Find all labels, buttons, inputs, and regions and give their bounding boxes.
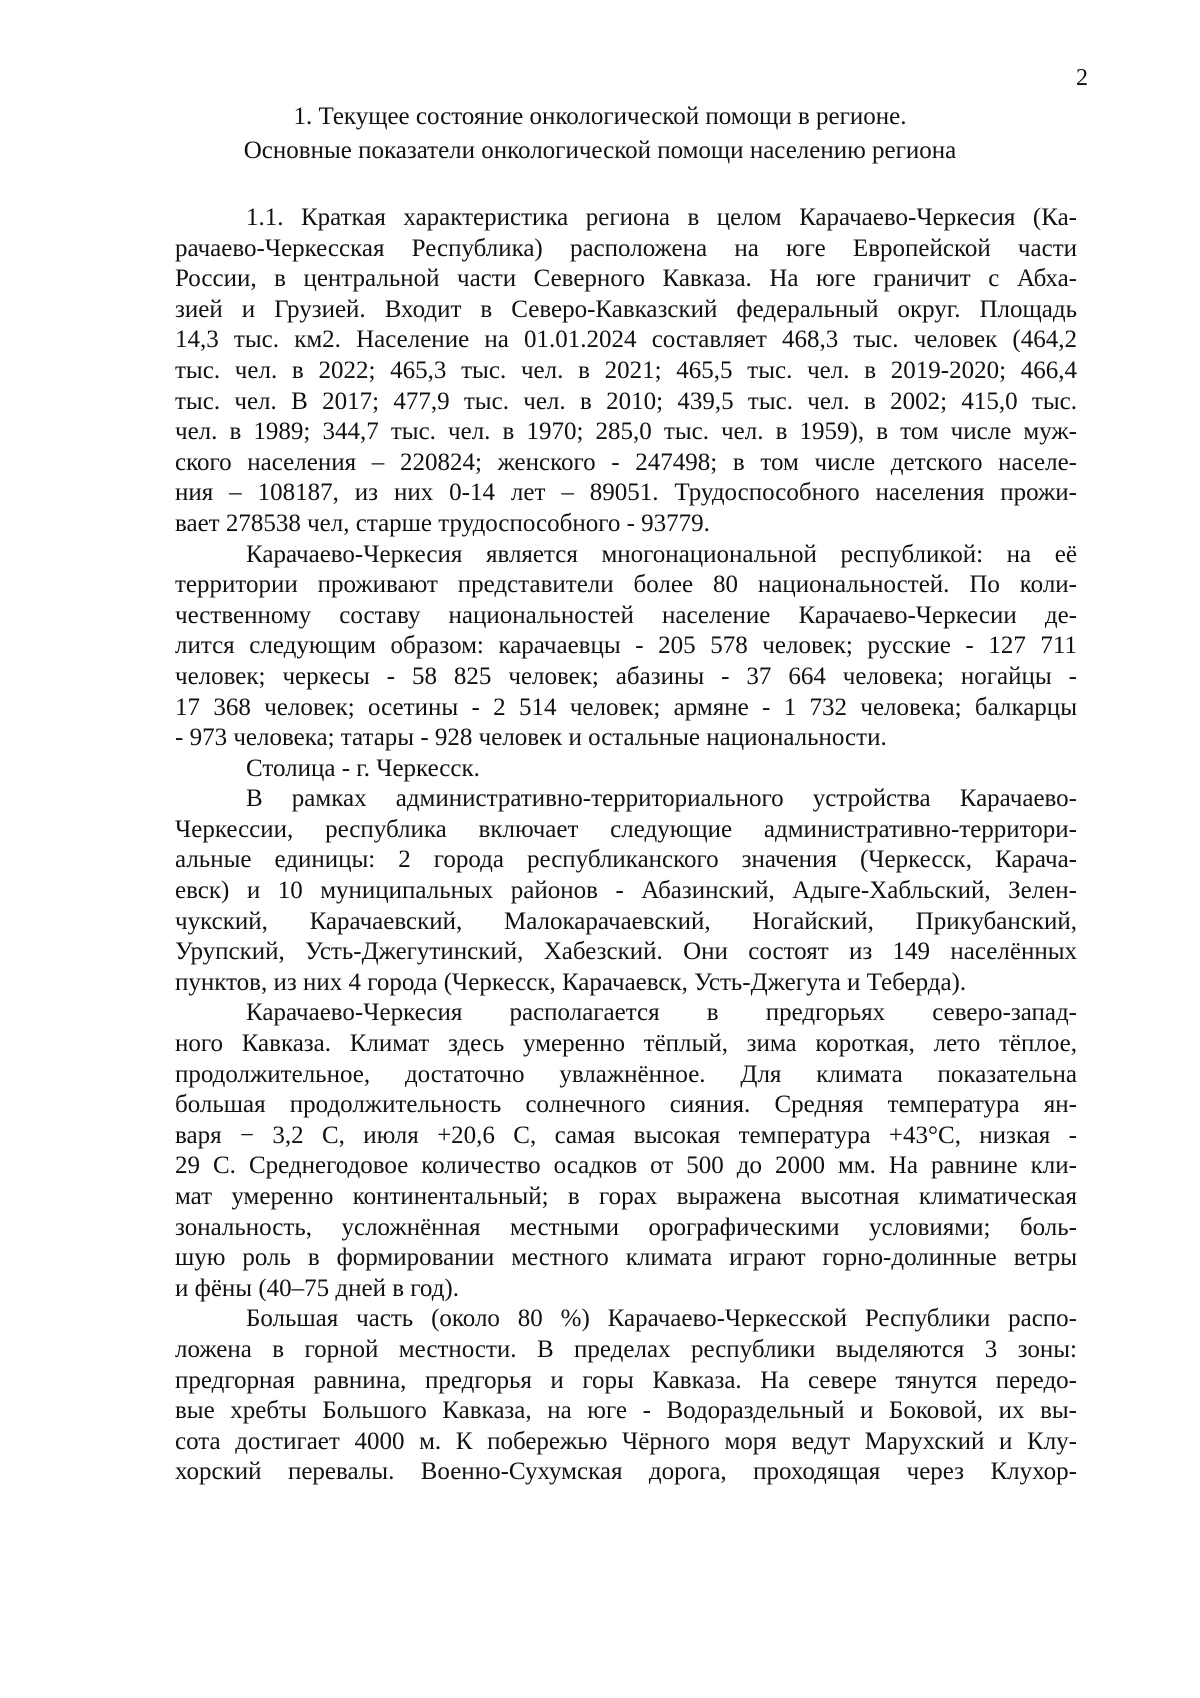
paragraph-line: пунктов, из них 4 города (Черкесск, Карачаевск, Усть-Джегута и Теберда). (175, 968, 967, 996)
paragraph-line: вые хребты Большого Кавказа, на юге - Водораздельный и Боковой, их вы- (175, 1397, 1077, 1425)
paragraph-line: чел. в 1989; 344,7 тыс. чел. в 1970; 285,0 тыс. чел. в 1959), в том числе муж- (175, 418, 1077, 446)
paragraph-line: и фёны (40–75 дней в год). (175, 1274, 460, 1302)
paragraph-line: шую роль в формировании местного климата играют горно-долинные ветры (175, 1244, 1077, 1272)
paragraph-line: Большая часть (около 80 %) Карачаево-Черкесской Республики распо- (246, 1305, 1077, 1333)
section-heading-line: Основные показатели онкологической помощи населению региона (243, 137, 957, 164)
paragraph-line: продолжительное, достаточно увлажнённое. Для климата показательна (175, 1060, 1077, 1088)
paragraph-line: зональность, усложнённая местными орографическими условиями; боль- (175, 1213, 1077, 1241)
paragraph-line: Черкессии, республика включает следующие административно-территори- (175, 815, 1077, 843)
paragraph-line: большая продолжительность солнечного сияния. Средняя температура ян- (175, 1091, 1077, 1119)
paragraph-line: тыс. чел. В 2017; 477,9 тыс. чел. в 2010; 439,5 тыс. чел. в 2002; 415,0 тыс. (175, 387, 1077, 415)
paragraph-line: В рамках административно-территориального устройства Карачаево- (246, 785, 1077, 813)
paragraph-line: Столица - г. Черкесск. (246, 754, 480, 782)
paragraph-line: Карачаево-Черкесия располагается в предгорьях северо-запад- (246, 999, 1077, 1027)
page-number: 2 (1076, 65, 1088, 91)
section-heading-line: 1. Текущее состояние онкологической помощи в регионе. (293, 103, 907, 130)
paragraph-line: мат умеренно континентальный; в горах выражена высотная климатическая (175, 1183, 1077, 1210)
paragraph-line: евск) и 10 муниципальных районов - Абазинский, Адыге-Хабльский, Зелен- (175, 877, 1077, 905)
paragraph-line: рачаево-Черкесская Республика) расположена на юге Европейской части (175, 234, 1077, 262)
paragraph-line: Карачаево-Черкесия является многонациональной республикой: на её (246, 540, 1077, 568)
paragraph-line: - 973 человека; татары - 928 человек и остальные национальности. (175, 724, 887, 752)
paragraph-line: ложена в горной местности. В пределах республики выделяются 3 зоны: (175, 1335, 1077, 1363)
paragraph-line: предгорная равнина, предгорья и горы Кавказа. На севере тянутся передо- (175, 1366, 1077, 1394)
paragraph-line: территории проживают представители более 80 национальностей. По коли- (175, 571, 1077, 599)
paragraph-line: лится следующим образом: карачаевцы - 205 578 человек; русские - 127 711 (175, 632, 1077, 660)
paragraph-line: чукский, Карачаевский, Малокарачаевский, Ногайский, Прикубанский, (175, 907, 1077, 935)
paragraph-line: ния – 108187, из них 0-14 лет – 89051. Трудоспособного населения прожи- (175, 479, 1077, 507)
paragraph-line: 17 368 человек; осетины - 2 514 человек; армяне - 1 732 человека; балкарцы (175, 693, 1077, 721)
paragraph-line: сота достигает 4000 м. К побережью Чёрного моря ведут Марухский и Клу- (175, 1427, 1077, 1455)
paragraph-line: 1.1. Краткая характеристика региона в целом Карачаево-Черкесия (Ка- (246, 204, 1077, 231)
paragraph-line: тыс. чел. в 2022; 465,3 тыс. чел. в 2021; 465,5 тыс. чел. в 2019-2020; 466,4 (175, 356, 1077, 384)
paragraph-line: России, в центральной части Северного Кавказа. На юге граничит с Абха- (175, 265, 1077, 293)
paragraph-line: варя − 3,2 С, июля +20,6 С, самая высокая температура +43°С, низкая - (175, 1121, 1077, 1149)
paragraph-line: зией и Грузией. Входит в Северо-Кавказский федеральный округ. Площадь (175, 295, 1077, 323)
paragraph-line: альные единицы: 2 города республиканского значения (Черкесск, Карача- (175, 846, 1077, 874)
paragraph-line: чественному составу национальностей население Карачаево-Черкесии де- (175, 601, 1077, 629)
paragraph-line: 14,3 тыс. км2. Население на 01.01.2024 составляет 468,3 тыс. человек (464,2 (175, 326, 1077, 354)
section-heading (140, 100, 1060, 168)
paragraph-line: 29 С. Среднегодовое количество осадков от 500 до 2000 мм. На равнине кли- (175, 1152, 1077, 1180)
paragraph-line: человек; черкесы - 58 825 человек; абазины - 37 664 человека; ногайцы - (175, 662, 1077, 690)
body-text (175, 203, 1077, 1488)
paragraph-line: хорский перевалы. Военно-Сухумская дорога, проходящая через Клухор- (175, 1458, 1077, 1486)
paragraph-line: ного Кавказа. Климат здесь умеренно тёплый, зима короткая, лето тёплое, (175, 1030, 1077, 1058)
paragraph-line: ского населения – 220824; женского - 247498; в том числе детского населе- (175, 448, 1077, 476)
paragraph-line: Урупский, Усть-Джегутинский, Хабезский. Они состоят из 149 населённых (175, 938, 1077, 966)
paragraph-line: вает 278538 чел, старше трудоспособного - 93779. (175, 509, 710, 537)
